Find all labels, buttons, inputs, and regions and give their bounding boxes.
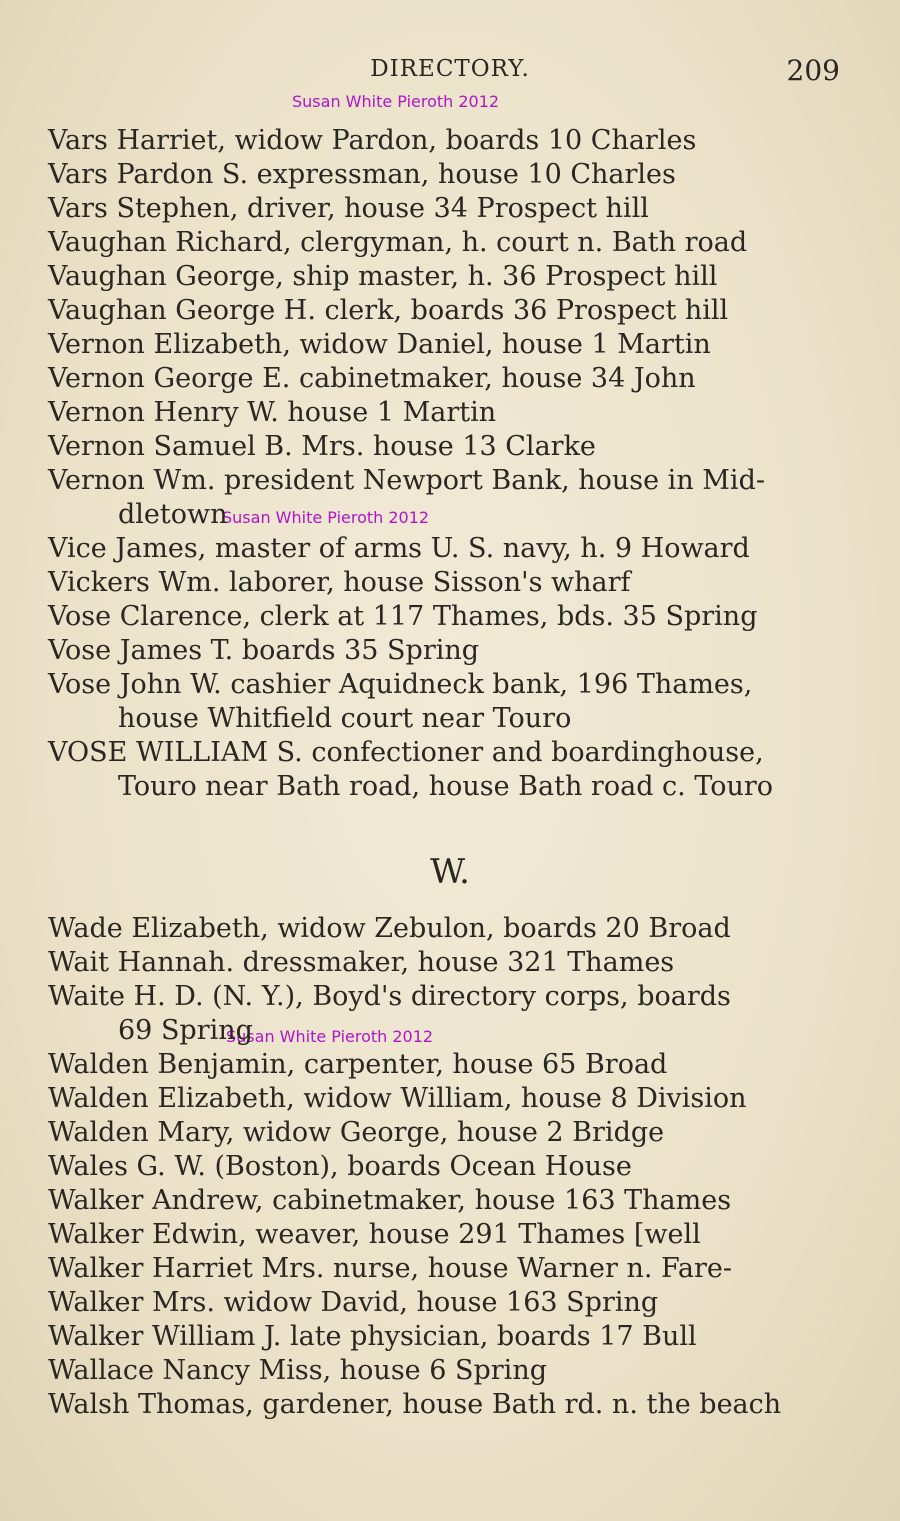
directory-entry: Walker Harriet Mrs. nurse, house Warner n. Fare- [48,1253,733,1284]
page-number: 209 [786,54,840,87]
section-w-entries [48,912,848,1422]
watermark: Susan White Pieroth 2012 [222,508,430,527]
directory-entry: Vars Pardon S. expressman, house 10 Charles [48,159,676,190]
section-v-entries [48,124,848,804]
directory-entry: Vaughan Richard, clergyman, h. court n. Bath road [48,227,748,258]
directory-entry: Vickers Wm. laborer, house Sisson's wharf [48,567,631,598]
directory-entry: Wallace Nancy Miss, house 6 Spring [48,1355,547,1386]
directory-entry: Walker Edwin, weaver, house 291 Thames [well [48,1219,701,1250]
directory-entry: Vaughan George, ship master, h. 36 Prospect hill [48,261,718,292]
directory-entry: Vose Clarence, clerk at 117 Thames, bds. 35 Spring [48,601,758,632]
directory-entry: Walsh Thomas, gardener, house Bath rd. n. the beach [48,1389,782,1420]
directory-entry: Vernon Elizabeth, widow Daniel, house 1 Martin [48,329,711,360]
directory-entry-continuation: dletown [118,499,228,530]
page-title: DIRECTORY. [370,56,530,82]
directory-entry: Walden Elizabeth, widow William, house 8 Division [48,1083,747,1114]
directory-entry-continuation: 69 Spring [118,1015,253,1046]
directory-entry: Vose James T. boards 35 Spring [48,635,480,666]
directory-entry: Vernon Samuel B. Mrs. house 13 Clarke [48,431,596,462]
directory-entry: Walden Benjamin, carpenter, house 65 Broad [48,1049,668,1080]
directory-entry: VOSE WILLIAM S. confectioner and boardinghouse, [48,737,764,768]
directory-entry: Vose John W. cashier Aquidneck bank, 196 Thames, [48,669,753,700]
directory-entry: Vernon Henry W. house 1 Martin [48,397,497,428]
directory-entry-continuation: house Whitfield court near Touro [118,703,572,734]
directory-entry: Waite H. D. (N. Y.), Boyd's directory corps, boards [48,981,731,1012]
watermark: Susan White Pieroth 2012 [226,1027,434,1046]
directory-entry: Vaughan George H. clerk, boards 36 Prospect hill [48,295,729,326]
directory-entry: Wade Elizabeth, widow Zebulon, boards 20 Broad [48,913,731,944]
directory-entry: Wait Hannah. dressmaker, house 321 Thames [48,947,675,978]
directory-entry: Walden Mary, widow George, house 2 Bridge [48,1117,665,1148]
watermark: Susan White Pieroth 2012 [292,92,500,111]
directory-entry: Vars Stephen, driver, house 34 Prospect hill [48,193,649,224]
directory-entry: Vice James, master of arms U. S. navy, h. 9 Howard [48,533,750,564]
directory-entry: Vars Harriet, widow Pardon, boards 10 Charles [48,125,697,156]
directory-entry-continuation: Touro near Bath road, house Bath road c. Touro [118,771,774,802]
directory-entry: Vernon George E. cabinetmaker, house 34 John [48,363,696,394]
directory-entry: Walker Andrew, cabinetmaker, house 163 Thames [48,1185,732,1216]
directory-entry: Vernon Wm. president Newport Bank, house in Mid- [48,465,765,496]
directory-entry: Walker Mrs. widow David, house 163 Spring [48,1287,659,1318]
section-heading: W. [430,852,470,892]
directory-entry: Walker William J. late physician, boards 17 Bull [48,1321,697,1352]
directory-entry: Wales G. W. (Boston), boards Ocean House [48,1151,632,1182]
